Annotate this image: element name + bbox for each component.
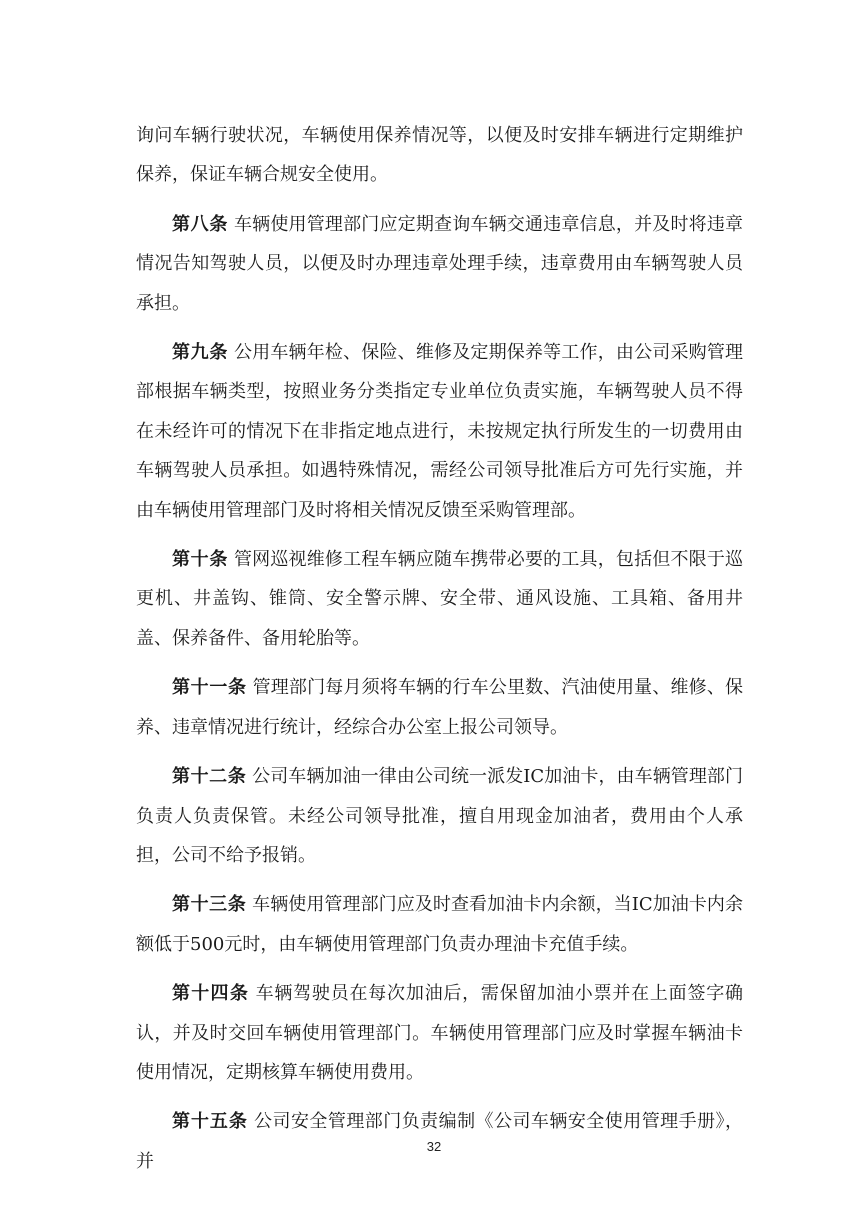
article-label: 第八条 bbox=[172, 213, 229, 235]
article-11 bbox=[136, 668, 743, 747]
article-14 bbox=[136, 974, 743, 1092]
article-label: 第十条 bbox=[172, 549, 229, 571]
article-label: 第十四条 bbox=[172, 983, 250, 1005]
page-number: 32 bbox=[426, 1139, 442, 1154]
article-8 bbox=[136, 205, 743, 323]
article-label: 第十二条 bbox=[172, 766, 247, 788]
article-13 bbox=[136, 885, 743, 964]
article-text: 车辆使用管理部门应定期查询车辆交通违章信息，并及时将违章情况告知驾驶人员，以便及时办理违章处理手续，违章费用由车辆驾驶人员承担。 bbox=[136, 213, 744, 314]
document-body bbox=[136, 116, 743, 1181]
continuation-paragraph: 询问车辆行驶状况，车辆使用保养情况等，以便及时安排车辆进行定期维护保养，保证车辆合规安全使用。 bbox=[136, 125, 743, 186]
article-text: 公司车辆加油一律由公司统一派发IC加油卡，由车辆管理部门负责人负责保管。未经公司领导批准，擅自用现金加油者，费用由个人承担，公司不给予报销。 bbox=[136, 766, 743, 866]
article-12 bbox=[136, 757, 743, 875]
article-text: 管理部门每月须将车辆的行车公里数、汽油使用量、维修、保养、违章情况进行统计，经综合办公室上报公司领导。 bbox=[136, 677, 744, 738]
article-label: 第九条 bbox=[172, 342, 229, 364]
article-label: 第十三条 bbox=[172, 894, 247, 916]
article-text: 管网巡视维修工程车辆应随车携带必要的工具，包括但不限于巡更机、井盖钩、锥筒、安全警示牌、安全带、通风设施、工具箱、备用井盖、保养备件、备用轮胎等。 bbox=[136, 549, 744, 649]
article-text: 公用车辆年检、保险、维修及定期保养等工作，由公司采购管理部根据车辆类型，按照业务分类指定专业单位负责实施，车辆驾驶人员不得在未经许可的情况下在非指定地点进行，未按规定执行所发生的一切费用由车辆驾驶人员承担。如遇特殊情况，需经公司领导批准后方可先行实施，并由车辆使用管理部门及时将相关情况反馈至采购管理部。 bbox=[136, 342, 744, 521]
article-text: 车辆驾驶员在每次加油后，需保留加油小票并在上面签字确认，并及时交回车辆使用管理部门。车辆使用管理部门应及时掌握车辆油卡使用情况，定期核算车辆使用费用。 bbox=[136, 983, 743, 1083]
article-text: 公司安全管理部门负责编制《公司车辆安全使用管理手册》，并 bbox=[136, 1111, 743, 1172]
article-10 bbox=[136, 540, 743, 658]
article-9 bbox=[136, 333, 743, 530]
article-label: 第十五条 bbox=[172, 1111, 248, 1133]
article-label: 第十一条 bbox=[172, 677, 247, 699]
article-text: 车辆使用管理部门应及时查看加油卡内余额，当IC加油卡内余额低于500元时，由车辆使用管理部门负责办理油卡充值手续。 bbox=[136, 894, 743, 955]
